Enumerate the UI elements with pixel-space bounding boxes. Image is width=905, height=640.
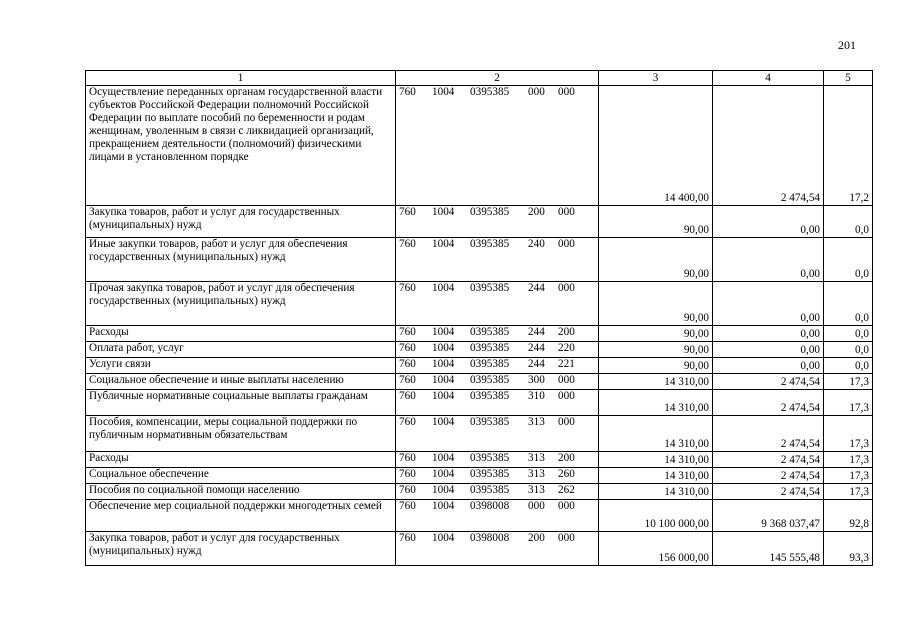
row-name: Осуществление переданных органам государственной власти субъектов Российской Федерации полномочий Российской Федерации по выплате пособий по беременности и родам женщинам, уволенным в связи с ликвидацией организаций, прекращением деятельности (полномочий) физическими лицами в установленном порядке [86, 86, 396, 206]
row-col5: 17,3 [824, 468, 873, 484]
code-part-4: 313 [528, 452, 545, 464]
table-row [86, 532, 873, 566]
code-part-4: 313 [528, 416, 545, 428]
code-part-1: 760 [399, 452, 416, 464]
code-part-3: 0395385 [470, 206, 510, 218]
row-col3: 14 310,00 [599, 374, 713, 390]
code-part-1: 760 [399, 416, 416, 428]
row-col3: 90,00 [599, 206, 713, 238]
row-col3: 156 000,00 [599, 532, 713, 566]
header-col-2: 2 [396, 71, 599, 86]
row-col5: 93,3 [824, 532, 873, 566]
code-part-1: 760 [399, 390, 416, 402]
row-name: Прочая закупка товаров, работ и услуг для обеспечения государственных (муниципальных) нужд [86, 282, 396, 326]
row-col5: 0,0 [824, 358, 873, 374]
code-part-5: 000 [558, 206, 575, 218]
code-part-2: 1004 [432, 390, 455, 402]
code-part-4: 300 [528, 374, 545, 386]
table-row [86, 358, 873, 374]
row-codes [396, 358, 599, 374]
row-col5: 0,0 [824, 282, 873, 326]
row-codes [396, 484, 599, 500]
code-part-4: 240 [528, 238, 545, 250]
row-codes [396, 326, 599, 342]
code-part-5: 000 [558, 282, 575, 294]
code-part-2: 1004 [432, 500, 455, 512]
table-row [86, 86, 873, 206]
code-part-5: 200 [558, 326, 575, 338]
row-col4: 2 474,54 [713, 468, 824, 484]
row-col4: 0,00 [713, 326, 824, 342]
code-part-3: 0395385 [470, 374, 510, 386]
table-row [86, 416, 873, 452]
code-part-5: 000 [558, 374, 575, 386]
row-codes [396, 416, 599, 452]
row-codes [396, 468, 599, 484]
code-part-3: 0398008 [470, 532, 510, 544]
row-codes [396, 390, 599, 416]
code-part-3: 0395385 [470, 484, 510, 496]
code-part-2: 1004 [432, 238, 455, 250]
row-col4: 0,00 [713, 282, 824, 326]
code-part-4: 310 [528, 390, 545, 402]
code-part-3: 0395385 [470, 326, 510, 338]
code-part-4: 244 [528, 326, 545, 338]
row-name: Оплата работ, услуг [86, 342, 396, 358]
table-row [86, 500, 873, 532]
row-col5: 17,3 [824, 374, 873, 390]
code-part-2: 1004 [432, 374, 455, 386]
code-part-5: 200 [558, 452, 575, 464]
table-row [86, 484, 873, 500]
header-col-5: 5 [824, 71, 873, 86]
table-row [86, 206, 873, 238]
code-part-5: 000 [558, 86, 575, 98]
row-codes [396, 452, 599, 468]
table-row [86, 238, 873, 282]
code-part-3: 0395385 [470, 468, 510, 480]
code-part-5: 260 [558, 468, 575, 480]
row-name: Иные закупки товаров, работ и услуг для обеспечения государственных (муниципальных) нужд [86, 238, 396, 282]
code-part-5: 000 [558, 532, 575, 544]
row-col3: 14 310,00 [599, 484, 713, 500]
row-col4: 2 474,54 [713, 416, 824, 452]
code-part-4: 000 [528, 86, 545, 98]
row-name: Закупка товаров, работ и услуг для государственных (муниципальных) нужд [86, 532, 396, 566]
row-codes [396, 86, 599, 206]
code-part-5: 000 [558, 416, 575, 428]
row-name: Услуги связи [86, 358, 396, 374]
row-codes [396, 532, 599, 566]
code-part-3: 0395385 [470, 342, 510, 354]
row-col4: 0,00 [713, 206, 824, 238]
code-part-3: 0395385 [470, 390, 510, 402]
row-col4: 2 474,54 [713, 452, 824, 468]
code-part-2: 1004 [432, 282, 455, 294]
code-part-3: 0395385 [470, 282, 510, 294]
row-col3: 90,00 [599, 358, 713, 374]
row-col3: 14 310,00 [599, 452, 713, 468]
row-col5: 17,3 [824, 484, 873, 500]
table-row [86, 390, 873, 416]
code-part-1: 760 [399, 238, 416, 250]
table-row [86, 452, 873, 468]
code-part-3: 0395385 [470, 238, 510, 250]
table-row [86, 468, 873, 484]
row-col5: 92,8 [824, 500, 873, 532]
row-col3: 90,00 [599, 326, 713, 342]
row-col5: 17,3 [824, 390, 873, 416]
row-col3: 90,00 [599, 238, 713, 282]
code-part-4: 313 [528, 484, 545, 496]
code-part-2: 1004 [432, 86, 455, 98]
row-col3: 14 310,00 [599, 468, 713, 484]
code-part-1: 760 [399, 468, 416, 480]
code-part-2: 1004 [432, 532, 455, 544]
row-name: Пособия по социальной помощи населению [86, 484, 396, 500]
row-col4: 2 474,54 [713, 390, 824, 416]
code-part-4: 244 [528, 342, 545, 354]
code-part-1: 760 [399, 374, 416, 386]
header-col-3: 3 [599, 71, 713, 86]
row-col4: 2 474,54 [713, 484, 824, 500]
budget-table [85, 70, 873, 566]
row-codes [396, 206, 599, 238]
code-part-3: 0395385 [470, 416, 510, 428]
code-part-5: 221 [558, 358, 575, 370]
row-codes [396, 500, 599, 532]
row-col3: 14 400,00 [599, 86, 713, 206]
code-part-1: 760 [399, 206, 416, 218]
code-part-2: 1004 [432, 468, 455, 480]
row-name: Обеспечение мер социальной поддержки многодетных семей [86, 500, 396, 532]
row-col5: 17,2 [824, 86, 873, 206]
code-part-1: 760 [399, 500, 416, 512]
code-part-5: 000 [558, 500, 575, 512]
row-col4: 0,00 [713, 342, 824, 358]
row-col3: 14 310,00 [599, 416, 713, 452]
row-name: Закупка товаров, работ и услуг для государственных (муниципальных) нужд [86, 206, 396, 238]
row-col3: 14 310,00 [599, 390, 713, 416]
row-codes [396, 342, 599, 358]
code-part-1: 760 [399, 282, 416, 294]
table-header-row [86, 71, 873, 86]
table-row [86, 374, 873, 390]
code-part-3: 0395385 [470, 452, 510, 464]
code-part-2: 1004 [432, 484, 455, 496]
code-part-1: 760 [399, 342, 416, 354]
page-number: 201 [838, 38, 856, 52]
code-part-5: 262 [558, 484, 575, 496]
code-part-2: 1004 [432, 206, 455, 218]
row-col4: 145 555,48 [713, 532, 824, 566]
code-part-1: 760 [399, 326, 416, 338]
code-part-4: 200 [528, 532, 545, 544]
code-part-4: 313 [528, 468, 545, 480]
row-col3: 90,00 [599, 282, 713, 326]
code-part-1: 760 [399, 484, 416, 496]
header-col-1: 1 [86, 71, 396, 86]
code-part-5: 000 [558, 390, 575, 402]
table-row [86, 326, 873, 342]
row-col5: 17,3 [824, 416, 873, 452]
header-col-4: 4 [713, 71, 824, 86]
row-name: Социальное обеспечение [86, 468, 396, 484]
row-col3: 10 100 000,00 [599, 500, 713, 532]
row-col5: 0,0 [824, 326, 873, 342]
row-name: Публичные нормативные социальные выплаты гражданам [86, 390, 396, 416]
code-part-1: 760 [399, 358, 416, 370]
table-row [86, 282, 873, 326]
code-part-3: 0395385 [470, 86, 510, 98]
code-part-1: 760 [399, 532, 416, 544]
code-part-4: 200 [528, 206, 545, 218]
table-row [86, 342, 873, 358]
row-name: Расходы [86, 326, 396, 342]
code-part-2: 1004 [432, 416, 455, 428]
row-name: Расходы [86, 452, 396, 468]
row-codes [396, 238, 599, 282]
code-part-2: 1004 [432, 326, 455, 338]
row-col4: 2 474,54 [713, 374, 824, 390]
row-name: Пособия, компенсации, меры социальной поддержки по публичным нормативным обязательствам [86, 416, 396, 452]
code-part-2: 1004 [432, 452, 455, 464]
code-part-3: 0398008 [470, 500, 510, 512]
row-col4: 0,00 [713, 238, 824, 282]
row-col5: 0,0 [824, 238, 873, 282]
row-col5: 0,0 [824, 342, 873, 358]
row-col4: 2 474,54 [713, 86, 824, 206]
row-col5: 17,3 [824, 452, 873, 468]
code-part-5: 000 [558, 238, 575, 250]
code-part-2: 1004 [432, 358, 455, 370]
row-codes [396, 282, 599, 326]
code-part-1: 760 [399, 86, 416, 98]
code-part-4: 000 [528, 500, 545, 512]
code-part-4: 244 [528, 358, 545, 370]
code-part-2: 1004 [432, 342, 455, 354]
row-codes [396, 374, 599, 390]
row-col4: 0,00 [713, 358, 824, 374]
row-col4: 9 368 037,47 [713, 500, 824, 532]
row-col3: 90,00 [599, 342, 713, 358]
row-name: Социальное обеспечение и иные выплаты населению [86, 374, 396, 390]
code-part-4: 244 [528, 282, 545, 294]
row-col5: 0,0 [824, 206, 873, 238]
code-part-3: 0395385 [470, 358, 510, 370]
code-part-5: 220 [558, 342, 575, 354]
